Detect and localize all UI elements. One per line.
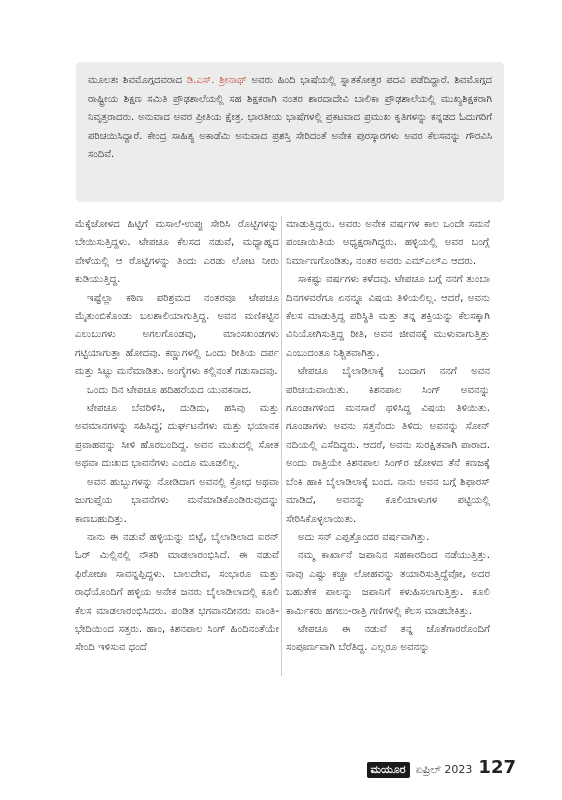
left-column bbox=[75, 216, 279, 658]
paragraph: ಟೇಪಚೂ ಬೈಲಾಡಿಲಾಕ್ಕೆ ಬಂದಾಗ ನನಗೆ ಅವನ ಪರಿಚಯವಾಯಿತು. ಕಿಶನಪಾಲ ಸಿಂಗ್ ಅವನನ್ನು ಗೂಂಡಾಗಳಿಂದ ಮನಸಾರೆ ಥಳಿಸಿದ್ದ ವಿಷಯ ತಿಳಿಯಿತು. ಗೂಂಡಾಗಳು ಅವನು ಸತ್ತನೆಂದು ತಿಳಿದು ಅವನನ್ನು ಸೋನ್ ನದಿಯಲ್ಲಿ ಎಸೆದಿದ್ದರು. ಆದರೆ, ಅವನು ಸುರಕ್ಷಿತವಾಗಿ ಪಾರಾದ. ಅಂದು ರಾತ್ರಿಯೇ ಕಿಶನಪಾಲ ಸಿಂಗ್‌ರ ಜೋಳದ ತೆನೆ ಕಣಜಕ್ಕೆ ಬೆಂಕಿ ಹಾಕಿ ಬೈಲಾಡಿಲಾಕ್ಕೆ ಬಂದ. ನಾನು ಅವನ ಬಗ್ಗೆ ಶಿಫಾರಸ್ ಮಾಡಿದೆ, ಅವನನ್ನು ಕೂಲಿಯಾಳುಗಳ ಪಟ್ಟಿಯಲ್ಲಿ ಸೇರಿಸಿಕೊಳ್ಳಲಾಯಿತು. bbox=[286, 366, 490, 525]
paragraph: ನಾನು ಈ ನಡುವೆ ಹಳ್ಳಿಯನ್ನು ಬಿಟ್ಟೆ, ಬೈಲಾಡಿಲಾದ ಐರನ್ ಓರ್ ಮಿಲ್ಲಿನಲ್ಲಿ ನೌಕರಿ ಮಾಡಲಾರಂಭಿಸಿದೆ. ಈ ನಡುವೆ ಫಿರೋಜಾ ಸಾವನ್ನಪ್ಪಿದ್ದಳು. ಬಾಲದೇವ, ಸಂಭಾರೂ ಮತ್ತು ರಾಧೆಯೊಂದಿಗೆ ಹಳ್ಳಿಯ ಅನೇಕ ಜನರು ಬೈಲಾಡಿಲಾದಲ್ಲಿ ಕೂಲಿ ಕೆಲಸ ಮಾಡಲಾರಂಭಿಸಿದರು. ಪಂಡಿತ ಭಗವಾನದೀನರು ವಾಂತಿ-ಭೇದಿಯಿಂದ ಸತ್ತರು. ಹಾಂ, ಕಿಶನಪಾಲ ಸಿಂಗ್ ಹಿಂದಿನಂತೆಯೇ ಸೇಂದಿ ಇಳಿಸುವ ಧಂದೆ bbox=[75, 531, 279, 654]
translator-name: ಡಿ.ಎಸ್. ಶ್ರೀನಾಥ್ bbox=[186, 75, 247, 86]
paragraph: ಒಂದು ದಿನ ಟೇಪಚೂ ಹದಿಹರೆಯದ ಯುವಕನಾದ. bbox=[87, 384, 252, 396]
paragraph: ಇಷ್ಟೆಲ್ಲಾ ಕಠಿಣ ಪರಿಶ್ರಮದ ನಂತರವೂ ಟೇಪಚೂ ಮೈತುಂಬಿಕೊಂಡು ಬಲಶಾಲಿಯಾಗುತ್ತಿದ್ದ. ಅವನ ಮಣಿಕಟ್ಟಿನ ಎಲುಬುಗಳು ಅಗಲಗೊಂಡವು, ಮಾಂಸಖಂಡಗಳು ಗಟ್ಟಿಯಾಗುತ್ತಾ ಹೋದವು. ಕಣ್ಣುಗಳಲ್ಲಿ ಒಂದು ರೀತಿಯ ದರ್ಪ ಮತ್ತು ಸಿಟ್ಟು ಮನೆಮಾಡಿತು. ಅಂಗೈಗಳು ಕಲ್ಲಿನಂತೆ ಗಡುಸಾದವು. bbox=[75, 292, 279, 378]
page-number: 127 bbox=[478, 757, 516, 778]
bio-prefix: ಮೂಲತಃ ಶಿವಮೊಗ್ಗದವರಾದ bbox=[88, 75, 187, 86]
magazine-logo: ಮಯೂರ bbox=[367, 762, 410, 778]
issue-date: ಏಪ್ರಿಲ್ 2023 bbox=[415, 763, 473, 776]
author-bio-box bbox=[76, 62, 504, 202]
paragraph: ಅವನ ಹುಬ್ಬುಗಳನ್ನು ನೋಡಿದಾಗ ಅವನಲ್ಲಿ ಕ್ರೋಧ ಅಥವಾ ಜುಗುಪ್ಸೆಯ ಭಾವನೆಗಳು ಮನೆಮಾಡಿಕೊಂಡಿರುವುದನ್ನು ಕಾಣಬಹುದಿತ್ತು. bbox=[75, 476, 279, 525]
paragraph: ಅದು ಸನ್ ಎಪ್ಪತ್ತೊಂದರ ವರ್ಷವಾಗಿತ್ತು. bbox=[298, 531, 430, 543]
paragraph: ಟೇಪಚೂ ಬೆವರಿಳಿಸಿ, ದುಡಿದು, ಹಸಿವು ಮತ್ತು ಅವಮಾನಗಳನ್ನು ಸಹಿಸಿದ್ದ; ದುರ್ಘಟನೆಗಳು ಮತ್ತು ಭಯಾನಕ ಪ್ರವಾಹವನ್ನು ಸೀಳಿ ಹೊರಬಂದಿದ್ದ. ಅವನ ಮುಖದಲ್ಲಿ ಸೋತ ಅಥವಾ ದುಃಖದ ಭಾವನೆಗಳು ಎಂದೂ ಮೂಡಲಿಲ್ಲ. bbox=[75, 403, 279, 470]
column-divider bbox=[281, 216, 282, 676]
page-footer bbox=[367, 757, 517, 778]
paragraph: ಟೇಪಚೂ ಈ ನಡುವೆ ತನ್ನ ಜೊತೆಗಾರರೊಂದಿಗೆ ಸಂಪೂರ್ಣವಾಗಿ ಬೆರೆತಿದ್ದ. ಎಲ್ಲರೂ ಅವನನ್ನು bbox=[286, 623, 490, 654]
paragraph: ಸಾಕಷ್ಟು ವರ್ಷಗಳು ಕಳೆದವು. ಟೇಪಚೂ ಬಗ್ಗೆ ನನಗೆ ತುಂಬಾ ದಿನಗಳವರೆಗೂ ಏನನ್ನೂ ವಿಷಯ ತಿಳಿಯಲಿಲ್ಲ. ಆದರೆ, ಅವನು ಕೆಲಸ ಮಾಡುತ್ತಿದ್ದ ಪರಿಸ್ಥಿತಿ ಮತ್ತು ತನ್ನ ಶಕ್ತಿಯನ್ನು ಕೆಲಸಕ್ಕಾಗಿ ವಿನಿಯೋಗಿಸುತ್ತಿದ್ದ ರೀತಿ, ಅವನ ಜೀವನಕ್ಕೆ ಮುಳುವಾಗುತ್ತಿತ್ತು ಎಂಬುದಂತೂ ನಿಶ್ಚಿತವಾಗಿತ್ತು. bbox=[286, 274, 490, 359]
bio-body: ಅವರು ಹಿಂದಿ ಭಾಷೆಯಲ್ಲಿ ಸ್ನಾತಕೋತ್ತರ ಪದವಿ ಪಡೆದಿದ್ದಾರೆ. ಶಿವಮೊಗ್ಗದ ರಾಷ್ಟ್ರೀಯ ಶಿಕ್ಷಣ ಸಮಿತಿ ಪ್ರೌಢಶಾಲೆಯಲ್ಲಿ ಸಹ ಶಿಕ್ಷಕರಾಗಿ ನಂತರ ಶಾರದಾದೇವಿ ಬಾಲಿಕಾ ಪ್ರೌಢಶಾಲೆಯಲ್ಲಿ ಮುಖ್ಯಶಿಕ್ಷಕರಾಗಿ ನಿವೃತ್ತರಾದರು. ಅನುವಾದ ಅವರ ಪ್ರೀತಿಯ ಕ್ಷೇತ್ರ. ಭಾರತೀಯ ಭಾಷೆಗಳಲ್ಲಿ ಪ್ರಕಟವಾದ ಪ್ರಮುಖ ಕೃತಿಗಳನ್ನು ಕನ್ನಡದ ಓದುಗರಿಗೆ ಪರಿಚಯಿಸಿದ್ದಾರೆ. ಕೇಂದ್ರ ಸಾಹಿತ್ಯ ಅಕಾಡೆಮಿ ಅನುವಾದ ಪ್ರಶಸ್ತಿ ಸೇರಿದಂತೆ ಅನೇಕ ಪುರಸ್ಕಾರಗಳು ಅವರ ಕೆಲಸವನ್ನು ಗೌರವಿಸಿ ಸಂದಿವೆ. bbox=[88, 75, 492, 161]
author-bio-text bbox=[88, 72, 492, 165]
paragraph: ನಮ್ಮ ಕಾರ್ಖಾನೆ ಜಪಾನಿನ ಸಹಕಾರದಿಂದ ನಡೆಯುತ್ತಿತ್ತು. ನಾವು ಎಷ್ಟು ಕಚ್ಚಾ ಲೋಹವನ್ನು ತಯಾರಿಸುತ್ತಿದ್ದೆವೋ, ಅದರ ಬಹುತೇಕ ಪಾಲನ್ನು ಜಪಾನಿಗೆ ಕಳುಹಿಸಲಾಗುತ್ತಿತ್ತು. ಕೂಲಿ ಕಾರ್ಮಿಕರು ಹಗಲು-ರಾತ್ರಿ ಗಣಿಗಳಲ್ಲಿ ಕೆಲಸ ಮಾಡಬೇಕಿತ್ತು. bbox=[286, 550, 490, 617]
paragraph: ಮಾಡುತ್ತಿದ್ದರು. ಅವರು ಅನೇಕ ವರ್ಷಗಳ ಕಾಲ ಒಂದೇ ಸಮನೆ ಪಂಚಾಯಿತಿಯ ಅಧ್ಯಕ್ಷರಾಗಿದ್ದರು. ಹಳ್ಳಿಯಲ್ಲಿ ಅವರ ಬಂಗ್ಲೆ ನಿರ್ಮಾಣಗೊಂಡಿತು, ನಂತರ ಅವರು ಎಮ್‌ಎಲ್‌ಎ ಆದರು. bbox=[286, 219, 490, 267]
paragraph: ಮೆಕ್ಕೆಜೋಳದ ಹಿಟ್ಟಿಗೆ ಮಸಾಲೆ-ಉಪ್ಪು ಸೇರಿಸಿ ರೊಟ್ಟಿಗಳನ್ನು ಬೇಯಿಸುತ್ತಿದ್ದಳು. ಟೇಪಚೂ ಕೆಲಸದ ನಡುವೆ, ಮಧ್ಯಾಹ್ನದ ವೇಳೆಯಲ್ಲಿ ಆ ರೊಟ್ಟಿಗಳನ್ನು ತಿಂದು ಎರಡು ಲೋಟ ನೀರು ಕುಡಿಯುತ್ತಿದ್ದ. bbox=[75, 219, 279, 286]
right-column bbox=[286, 216, 490, 658]
